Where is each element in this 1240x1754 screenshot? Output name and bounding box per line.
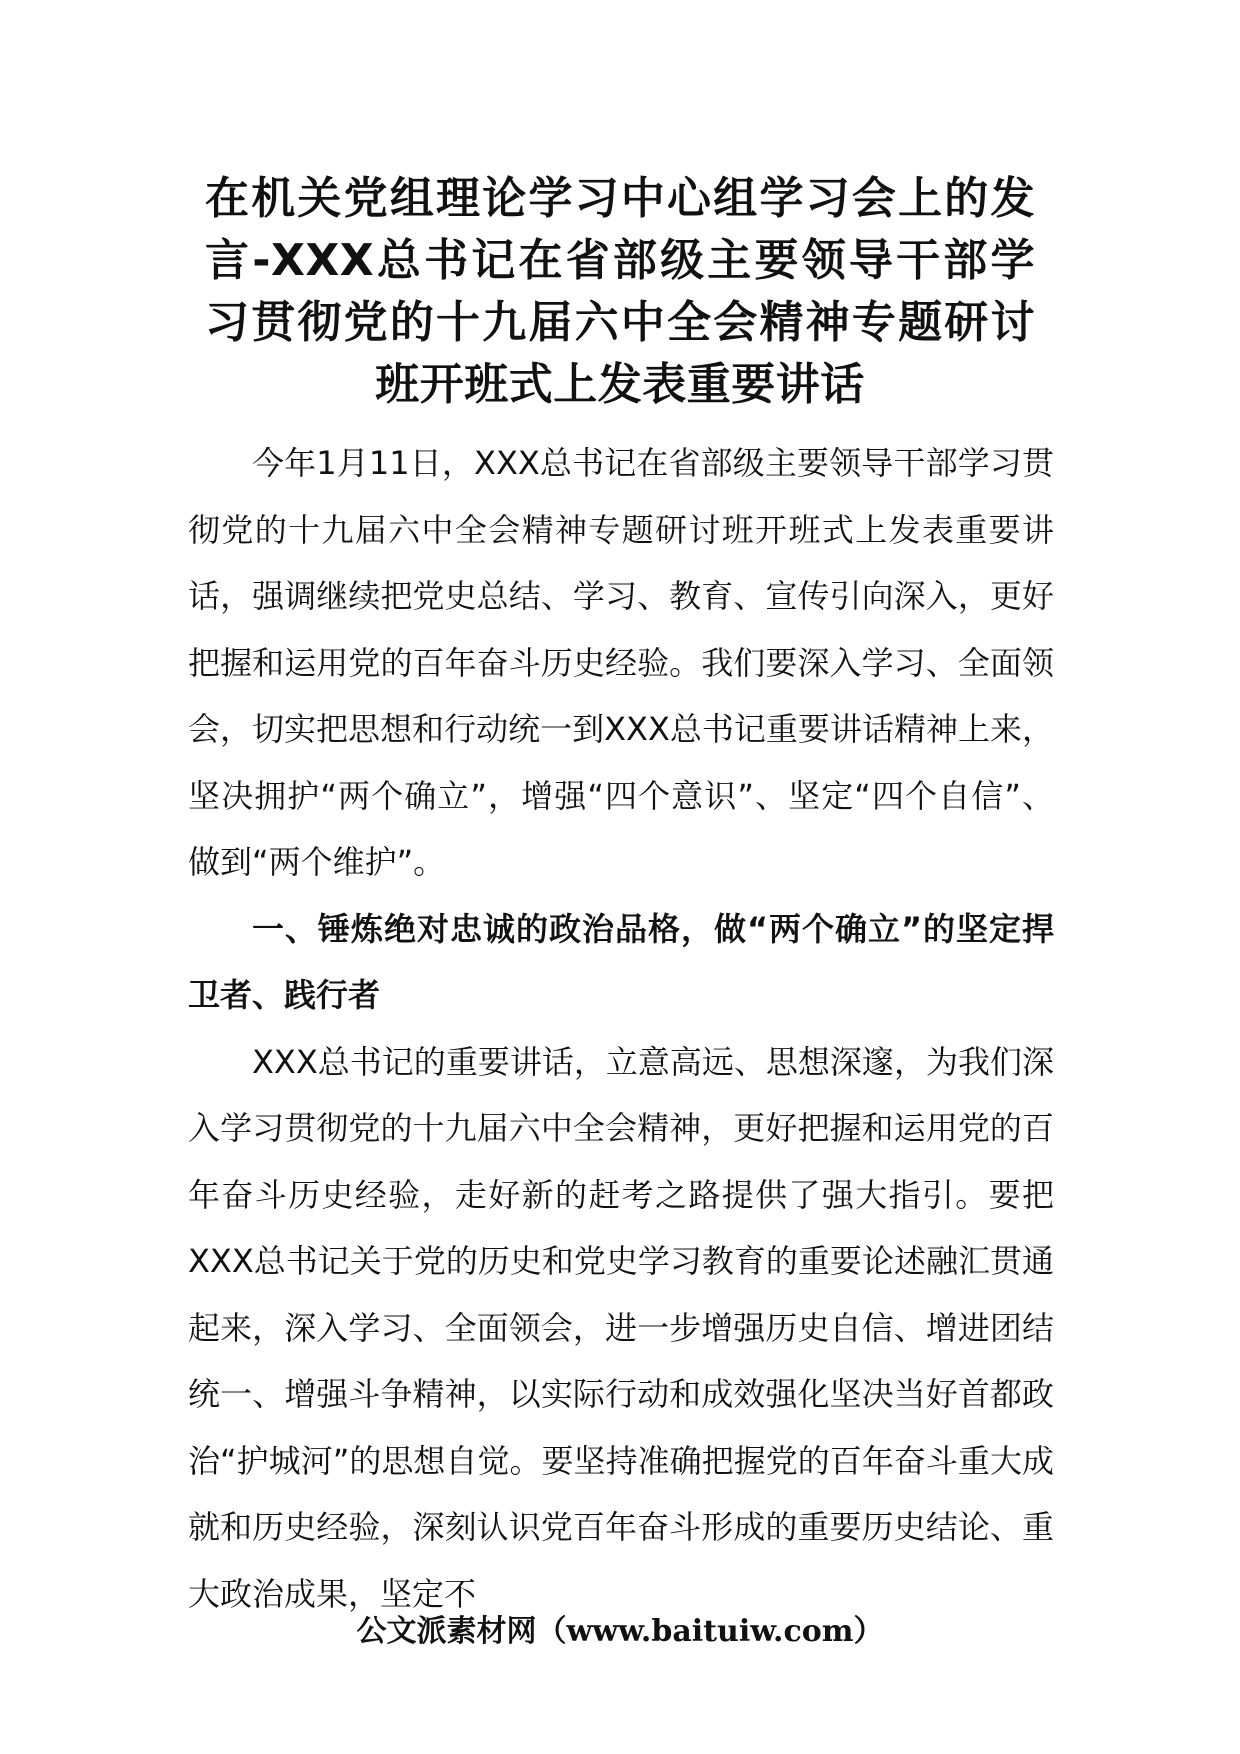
document-body [188,430,1054,1627]
document-title: 在机关党组理论学习中心组学习会上的发言-XXX总书记在省部级主要领导干部学习贯彻党的十九届六中全会精神专题研讨班开班式上发表重要讲话 [205,173,1035,410]
body-paragraph: XXX总书记的重要讲话，立意高远、思想深邃，为我们深入学习贯彻党的十九届六中全会精神，更好把握和运用党的百年奋斗历史经验，走好新的赶考之路提供了强大指引。要把XXX总书记关于党的历史和党史学习教育的重要论述融汇贯通起来，深入学习、全面领会，进一步增强历史自信、增进团结统一、增强斗争精神，以实际行动和成效强化坚决当好首都政治“护城河”的思想自觉。要坚持准确把握党的百年奋斗重大成就和历史经验，深刻认识党百年奋斗形成的重要历史结论、重大政治成果，坚定不 [188,1042,1054,1613]
footer-source: 公文派素材网（www.baituiw.com） [356,1614,884,1649]
body-paragraph: 今年1月11日，XXX总书记在省部级主要领导干部学习贯彻党的十九届六中全会精神专题研讨班开班式上发表重要讲话，强调继续把党史总结、学习、教育、宣传引向深入，更好把握和运用党的百年奋斗历史经验。我们要深入学习、全面领会，切实把思想和行动统一到XXX总书记重要讲话精神上来，坚决拥护“两个确立”，增强“四个意识”、坚定“四个自信”、做到“两个维护”。 [188,444,1054,881]
section-heading: 一、锤炼绝对忠诚的政治品格，做“两个确立”的坚定捍卫者、践行者 [188,909,1054,1014]
